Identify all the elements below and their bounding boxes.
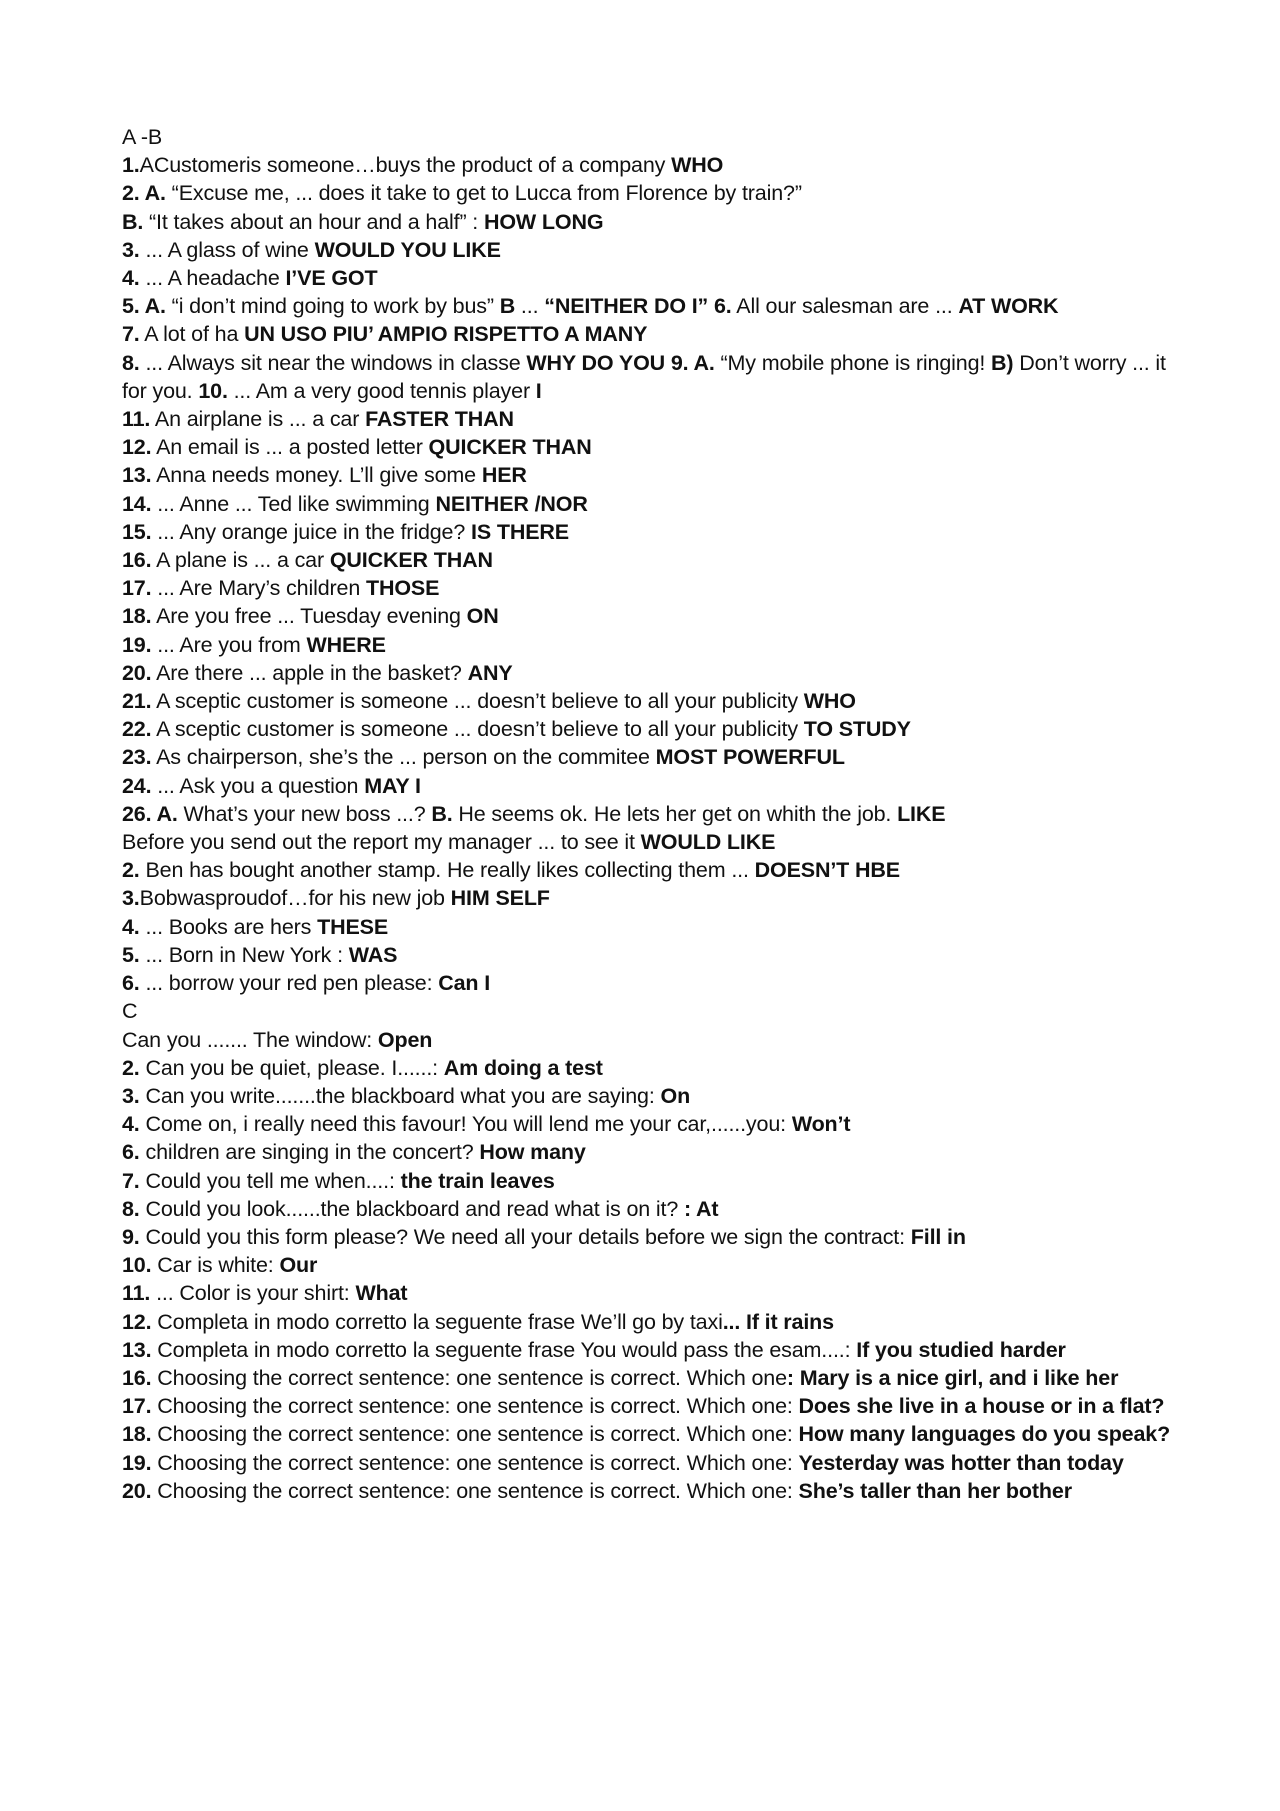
bold-answer-text: B. bbox=[431, 801, 453, 826]
question-text: children are singing in the concert? bbox=[139, 1140, 480, 1165]
question-text: ... A glass of wine bbox=[139, 237, 315, 262]
bold-answer-text: WHERE bbox=[306, 632, 386, 657]
text-line bbox=[122, 1449, 1182, 1477]
bold-answer-text: MOST POWERFUL bbox=[655, 745, 845, 770]
bold-answer-text: What bbox=[355, 1281, 408, 1306]
bold-answer-text: 22. bbox=[122, 717, 152, 742]
text-line bbox=[122, 1336, 1182, 1364]
text-line bbox=[122, 715, 1182, 743]
bold-answer-text: 7. bbox=[122, 1168, 140, 1193]
text-line bbox=[122, 1026, 1182, 1054]
bold-answer-text: 1. bbox=[122, 153, 140, 178]
text-line bbox=[122, 1364, 1182, 1392]
bold-answer-text: 16. bbox=[122, 548, 152, 573]
bold-answer-text: 19. bbox=[122, 1450, 152, 1475]
bold-answer-text: Won’t bbox=[791, 1112, 851, 1137]
bold-answer-text: 24. bbox=[122, 773, 152, 798]
bold-answer-text: the train leaves bbox=[400, 1168, 555, 1193]
text-line bbox=[122, 687, 1182, 715]
question-text: ... Are you from bbox=[151, 632, 307, 657]
bold-answer-text: NEITHER /NOR bbox=[435, 491, 588, 516]
question-text: Completa in modo corretto la seguente frase We’ll go by taxi bbox=[151, 1309, 723, 1334]
question-text: ACustomeris someone…buys the product of a company bbox=[139, 153, 672, 178]
bold-answer-text: WHO bbox=[671, 153, 724, 178]
bold-answer-text: Fill in bbox=[910, 1224, 966, 1249]
bold-answer-text: WOULD LIKE bbox=[640, 830, 776, 855]
question-text: ... Any orange juice in the fridge? bbox=[151, 519, 471, 544]
text-line bbox=[122, 461, 1182, 489]
question-text: All our salesman are ... bbox=[731, 294, 959, 319]
question-text: ... Always sit near the windows in classe bbox=[139, 350, 527, 375]
question-text: Choosing the correct sentence: one sentence is correct. Which one: bbox=[151, 1478, 799, 1503]
bold-answer-text: B bbox=[499, 294, 516, 319]
question-text: Completa in modo corretto la seguente frase You would pass the esam....: bbox=[151, 1337, 857, 1362]
bold-answer-text: WHO bbox=[803, 689, 856, 714]
question-text: He seems ok. He lets her get on whith the job. bbox=[452, 801, 898, 826]
text-line bbox=[122, 179, 1182, 207]
text-line bbox=[122, 941, 1182, 969]
bold-answer-text: Open bbox=[377, 1027, 433, 1052]
bold-answer-text: ON bbox=[466, 604, 499, 629]
bold-answer-text: THOSE bbox=[365, 576, 440, 601]
bold-answer-text: 13. bbox=[122, 463, 152, 488]
question-text: C bbox=[122, 999, 138, 1024]
text-line bbox=[122, 1082, 1182, 1110]
text-line bbox=[122, 1138, 1182, 1166]
text-line bbox=[122, 772, 1182, 800]
bold-answer-text: 4. bbox=[122, 1112, 140, 1137]
bold-answer-text: “NEITHER DO I” 6. bbox=[544, 294, 732, 319]
bold-answer-text: : At bbox=[684, 1196, 719, 1221]
question-text: ... Are Mary’s children bbox=[151, 576, 366, 601]
bold-answer-text: 14. bbox=[122, 491, 152, 516]
bold-answer-text: Our bbox=[279, 1253, 318, 1278]
bold-answer-text: B. bbox=[122, 209, 144, 234]
bold-answer-text: 11. bbox=[122, 1281, 151, 1306]
bold-answer-text: 10. bbox=[198, 378, 228, 403]
bold-answer-text: WAS bbox=[348, 942, 398, 967]
bold-answer-text: 19. bbox=[122, 632, 152, 657]
question-text: “i don’t mind going to work by bus” bbox=[165, 294, 500, 319]
question-text: Anna needs money. L’ll give some bbox=[151, 463, 482, 488]
text-line bbox=[122, 1167, 1182, 1195]
text-line bbox=[122, 631, 1182, 659]
bold-answer-text: 12. bbox=[122, 435, 152, 460]
bold-answer-text: How many languages do you speak? bbox=[798, 1422, 1171, 1447]
text-line bbox=[122, 1054, 1182, 1082]
text-line bbox=[122, 602, 1182, 630]
bold-answer-text: 2. bbox=[122, 858, 140, 883]
bold-answer-text: 11. bbox=[122, 407, 151, 432]
text-line bbox=[122, 1420, 1182, 1448]
bold-answer-text: Can I bbox=[438, 971, 491, 996]
bold-answer-text: 16. bbox=[122, 1365, 152, 1390]
question-text: Are you free ... Tuesday evening bbox=[151, 604, 467, 629]
text-line bbox=[122, 123, 1182, 151]
bold-answer-text: 3. bbox=[122, 1083, 140, 1108]
question-text: Are there ... apple in the basket? bbox=[151, 660, 468, 685]
text-line bbox=[122, 208, 1182, 236]
bold-answer-text: 5. A. bbox=[122, 294, 166, 319]
question-text: Could you look......the blackboard and read what is on it? bbox=[139, 1196, 685, 1221]
text-line bbox=[122, 1223, 1182, 1251]
bold-answer-text: 2. A. bbox=[122, 181, 166, 206]
bold-answer-text: MAY I bbox=[364, 773, 421, 798]
bold-answer-text: 4. bbox=[122, 914, 140, 939]
bold-answer-text: Yesterday was hotter than today bbox=[798, 1450, 1124, 1475]
bold-answer-text: 17. bbox=[122, 1394, 152, 1419]
bold-answer-text: QUICKER THAN bbox=[428, 435, 592, 460]
text-line bbox=[122, 546, 1182, 574]
question-text: “It takes about an hour and a half” : bbox=[143, 209, 484, 234]
bold-answer-text: I’VE GOT bbox=[285, 266, 378, 291]
text-line bbox=[122, 1251, 1182, 1279]
text-line bbox=[122, 913, 1182, 941]
question-text: Could you this form please? We need all your details before we sign the contract: bbox=[139, 1224, 911, 1249]
text-line bbox=[122, 433, 1182, 461]
bold-answer-text: 17. bbox=[122, 576, 152, 601]
bold-answer-text: 4. bbox=[122, 266, 140, 291]
text-line bbox=[122, 997, 1182, 1025]
question-text: A lot of ha bbox=[139, 322, 245, 347]
question-text: Could you tell me when....: bbox=[139, 1168, 401, 1193]
text-line bbox=[122, 151, 1182, 179]
question-text: A plane is ... a car bbox=[151, 548, 330, 573]
text-line bbox=[122, 1279, 1182, 1307]
bold-answer-text: 6. bbox=[122, 1140, 140, 1165]
question-text: ... Anne ... Ted like swimming bbox=[151, 491, 436, 516]
question-text: ... borrow your red pen please: bbox=[139, 971, 439, 996]
bold-answer-text: IS THERE bbox=[471, 519, 569, 544]
question-text: ... bbox=[515, 294, 545, 319]
question-text: ... Born in New York : bbox=[139, 942, 349, 967]
bold-answer-text: 8. bbox=[122, 1196, 140, 1221]
bold-answer-text: HIM SELF bbox=[450, 886, 550, 911]
bold-answer-text: How many bbox=[479, 1140, 586, 1165]
text-line bbox=[122, 236, 1182, 264]
question-text: Can you ....... The window: bbox=[122, 1027, 378, 1052]
question-text: A -B bbox=[122, 125, 163, 149]
text-line bbox=[122, 1392, 1182, 1420]
question-text: Choosing the correct sentence: one sentence is correct. Which one: bbox=[151, 1422, 799, 1447]
bold-answer-text: DOESN’T HBE bbox=[754, 858, 900, 883]
question-text: A sceptic customer is someone ... doesn’t believe to all your publicity bbox=[151, 689, 804, 714]
text-line bbox=[122, 1195, 1182, 1223]
bold-answer-text: If you studied harder bbox=[856, 1337, 1066, 1362]
text-line bbox=[122, 320, 1182, 348]
bold-answer-text: : Mary is a nice girl, and i like her bbox=[786, 1365, 1119, 1390]
bold-answer-text: 3. bbox=[122, 237, 140, 262]
bold-answer-text: B) bbox=[991, 350, 1014, 375]
bold-answer-text: 26. A. bbox=[122, 801, 178, 826]
question-text: ... Am a very good tennis player bbox=[227, 378, 536, 403]
bold-answer-text: 13. bbox=[122, 1337, 152, 1362]
bold-answer-text: FASTER THAN bbox=[365, 407, 514, 432]
bold-answer-text: 15. bbox=[122, 519, 152, 544]
bold-answer-text: 18. bbox=[122, 604, 152, 629]
text-line bbox=[122, 828, 1182, 856]
question-text: Don’t worry ... it for you. bbox=[122, 350, 1166, 403]
bold-answer-text: Am doing a test bbox=[443, 1055, 603, 1080]
text-line bbox=[122, 856, 1182, 884]
bold-answer-text: WOULD YOU LIKE bbox=[314, 237, 501, 262]
bold-answer-text: HER bbox=[481, 463, 527, 488]
text-line bbox=[122, 292, 1182, 320]
text-line bbox=[122, 349, 1182, 405]
question-text: Can you write.......the blackboard what you are saying: bbox=[139, 1083, 661, 1108]
bold-answer-text: 9. bbox=[122, 1224, 140, 1249]
question-text: Choosing the correct sentence: one sentence is correct. Which one: bbox=[151, 1394, 799, 1419]
bold-answer-text: ... If it rains bbox=[722, 1309, 834, 1334]
question-text: ... Color is your shirt: bbox=[150, 1281, 356, 1306]
text-line bbox=[122, 1110, 1182, 1138]
bold-answer-text: 20. bbox=[122, 660, 152, 685]
bold-answer-text: AT WORK bbox=[958, 294, 1059, 319]
bold-answer-text: 21. bbox=[122, 689, 152, 714]
question-text: Bobwasproudof…for his new job bbox=[139, 886, 451, 911]
text-line bbox=[122, 490, 1182, 518]
bold-answer-text: QUICKER THAN bbox=[329, 548, 493, 573]
bold-answer-text: Does she live in a house or in a flat? bbox=[798, 1394, 1165, 1419]
question-text: Car is white: bbox=[151, 1253, 280, 1278]
question-text: Choosing the correct sentence: one sentence is correct. Which one bbox=[151, 1365, 787, 1390]
bold-answer-text: 5. bbox=[122, 942, 140, 967]
bold-answer-text: TO STUDY bbox=[803, 717, 911, 742]
bold-answer-text: 8. bbox=[122, 350, 140, 375]
bold-answer-text: 10. bbox=[122, 1253, 152, 1278]
bold-answer-text: 6. bbox=[122, 971, 140, 996]
question-text: An airplane is ... a car bbox=[150, 407, 366, 432]
bold-answer-text: WHY DO YOU 9. A. bbox=[526, 350, 715, 375]
text-line bbox=[122, 264, 1182, 292]
text-line bbox=[122, 1308, 1182, 1336]
text-line bbox=[122, 743, 1182, 771]
bold-answer-text: 12. bbox=[122, 1309, 152, 1334]
bold-answer-text: 23. bbox=[122, 745, 152, 770]
question-text: Ben has bought another stamp. He really likes collecting them ... bbox=[139, 858, 755, 883]
question-text: Can you be quiet, please. I......: bbox=[139, 1055, 444, 1080]
question-text: A sceptic customer is someone ... doesn’t believe to all your publicity bbox=[151, 717, 804, 742]
bold-answer-text: 7. bbox=[122, 322, 140, 347]
text-line bbox=[122, 884, 1182, 912]
text-line bbox=[122, 800, 1182, 828]
text-line bbox=[122, 969, 1182, 997]
text-line bbox=[122, 574, 1182, 602]
bold-answer-text: 3. bbox=[122, 886, 140, 911]
question-text: As chairperson, she’s the ... person on the commitee bbox=[151, 745, 656, 770]
bold-answer-text: 20. bbox=[122, 1478, 152, 1503]
bold-answer-text: UN USO PIU’ AMPIO RISPETTO A MANY bbox=[244, 322, 648, 347]
bold-answer-text: LIKE bbox=[897, 801, 946, 826]
bold-answer-text: She’s taller than her bother bbox=[798, 1478, 1072, 1503]
question-text: ... A headache bbox=[139, 266, 286, 291]
bold-answer-text: 18. bbox=[122, 1422, 152, 1447]
question-text: What’s your new boss ...? bbox=[177, 801, 432, 826]
question-text: “My mobile phone is ringing! bbox=[714, 350, 992, 375]
question-text: “Excuse me, ... does it take to get to Lucca from Florence by train?” bbox=[165, 181, 802, 206]
question-text: An email is ... a posted letter bbox=[151, 435, 429, 460]
bold-answer-text: HOW LONG bbox=[483, 209, 604, 234]
question-text: Before you send out the report my manager ... to see it bbox=[122, 830, 641, 855]
text-line bbox=[122, 1477, 1182, 1505]
bold-answer-text: 2. bbox=[122, 1055, 140, 1080]
bold-answer-text: ANY bbox=[467, 660, 513, 685]
question-text: ... Books are hers bbox=[139, 914, 318, 939]
question-text: Choosing the correct sentence: one sentence is correct. Which one: bbox=[151, 1450, 799, 1475]
document-body bbox=[122, 123, 1182, 1505]
text-line bbox=[122, 405, 1182, 433]
bold-answer-text: I bbox=[535, 378, 542, 403]
text-line bbox=[122, 659, 1182, 687]
bold-answer-text: THESE bbox=[317, 914, 389, 939]
question-text: Come on, i really need this favour! You will lend me your car,......you: bbox=[139, 1112, 792, 1137]
question-text: ... Ask you a question bbox=[151, 773, 365, 798]
text-line bbox=[122, 518, 1182, 546]
bold-answer-text: On bbox=[660, 1083, 691, 1108]
